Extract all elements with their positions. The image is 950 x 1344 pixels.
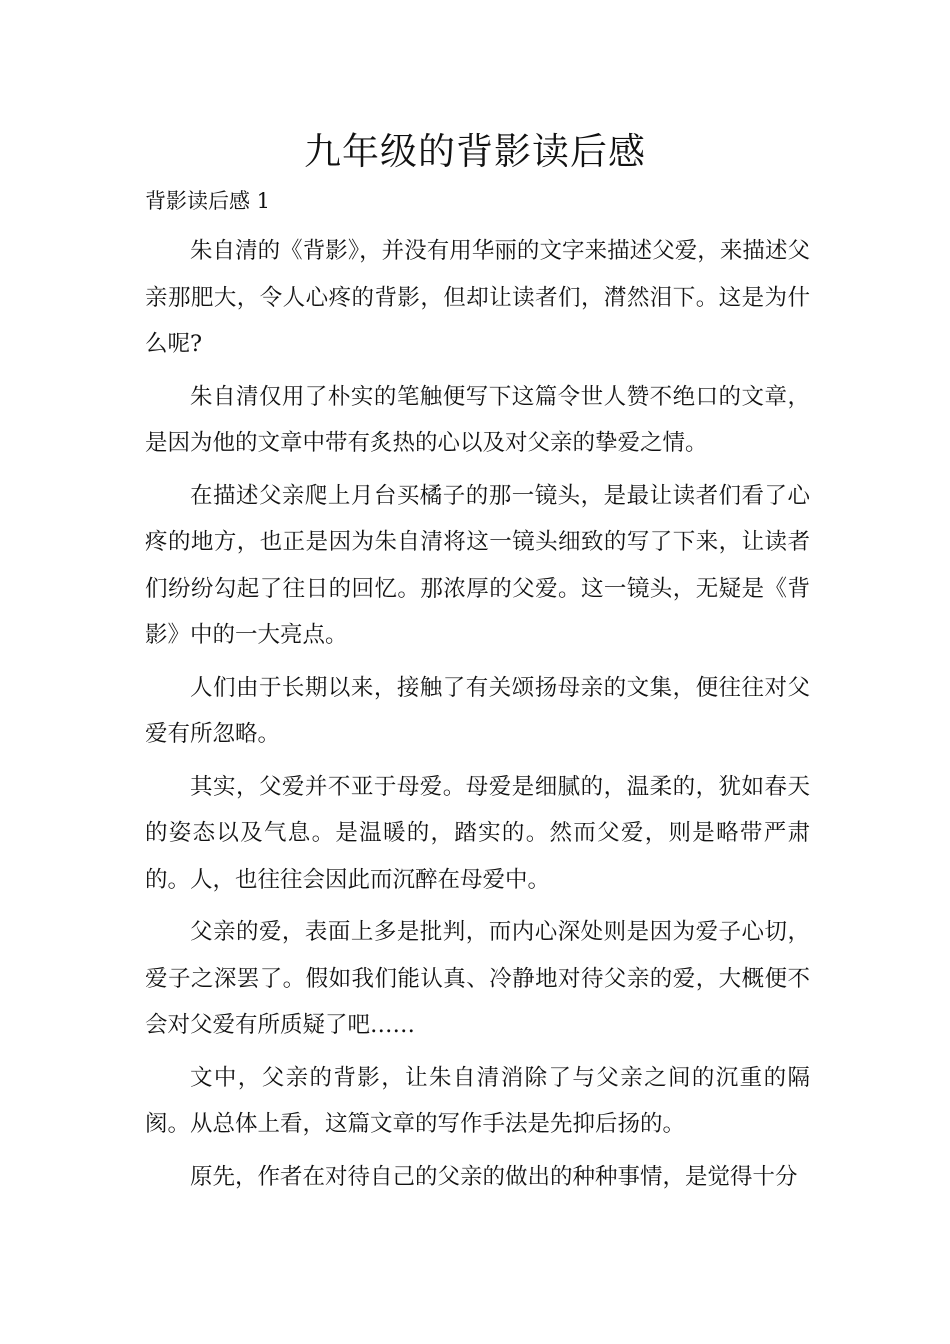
document-body	[145, 228, 810, 1206]
document-title: 九年级的背影读后感	[304, 130, 646, 173]
paragraph-2: 朱自清仅用了朴实的笔触便写下这篇令世人赞不绝口的文章，是因为他的文章中带有炙热的心以及对父亲的挚爱之情。	[145, 383, 810, 456]
paragraph-3: 在描述父亲爬上月台买橘子的那一镜头，是最让读者们看了心疼的地方，也正是因为朱自清将这一镜头细致的写了下来，让读者们纷纷勾起了往日的回忆。那浓厚的父爱。这一镜头，无疑是《背影》中的一大亮点。	[145, 482, 810, 648]
paragraph-1: 朱自清的《背影》，并没有用华丽的文字来描述父爱，来描述父亲那肥大，令人心疼的背影，但却让读者们，潸然泪下。这是为什么呢?	[145, 238, 810, 357]
paragraph-8: 原先，作者在对待自己的父亲的做出的种种事情，是觉得十分	[190, 1163, 798, 1190]
paragraph-7: 文中，父亲的背影，让朱自清消除了与父亲之间的沉重的隔阂。从总体上看，这篇文章的写作手法是先抑后扬的。	[145, 1064, 810, 1137]
paragraph-4: 人们由于长期以来，接触了有关颂扬母亲的文集，便往往对父爱有所忽略。	[145, 674, 810, 747]
document-subtitle: 背影读后感 1	[145, 189, 271, 213]
paragraph-5: 其实，父爱并不亚于母爱。母爱是细腻的，温柔的，犹如春天的姿态以及气息。是温暖的，踏实的。然而父爱，则是略带严肃的。人，也往往会因此而沉醉在母爱中。	[145, 773, 810, 893]
paragraph-6: 父亲的爱，表面上多是批判，而内心深处则是因为爱子心切，爱子之深罢了。假如我们能认真、冷静地对待父亲的爱，大概便不会对父爱有所质疑了吧……	[145, 919, 810, 1038]
